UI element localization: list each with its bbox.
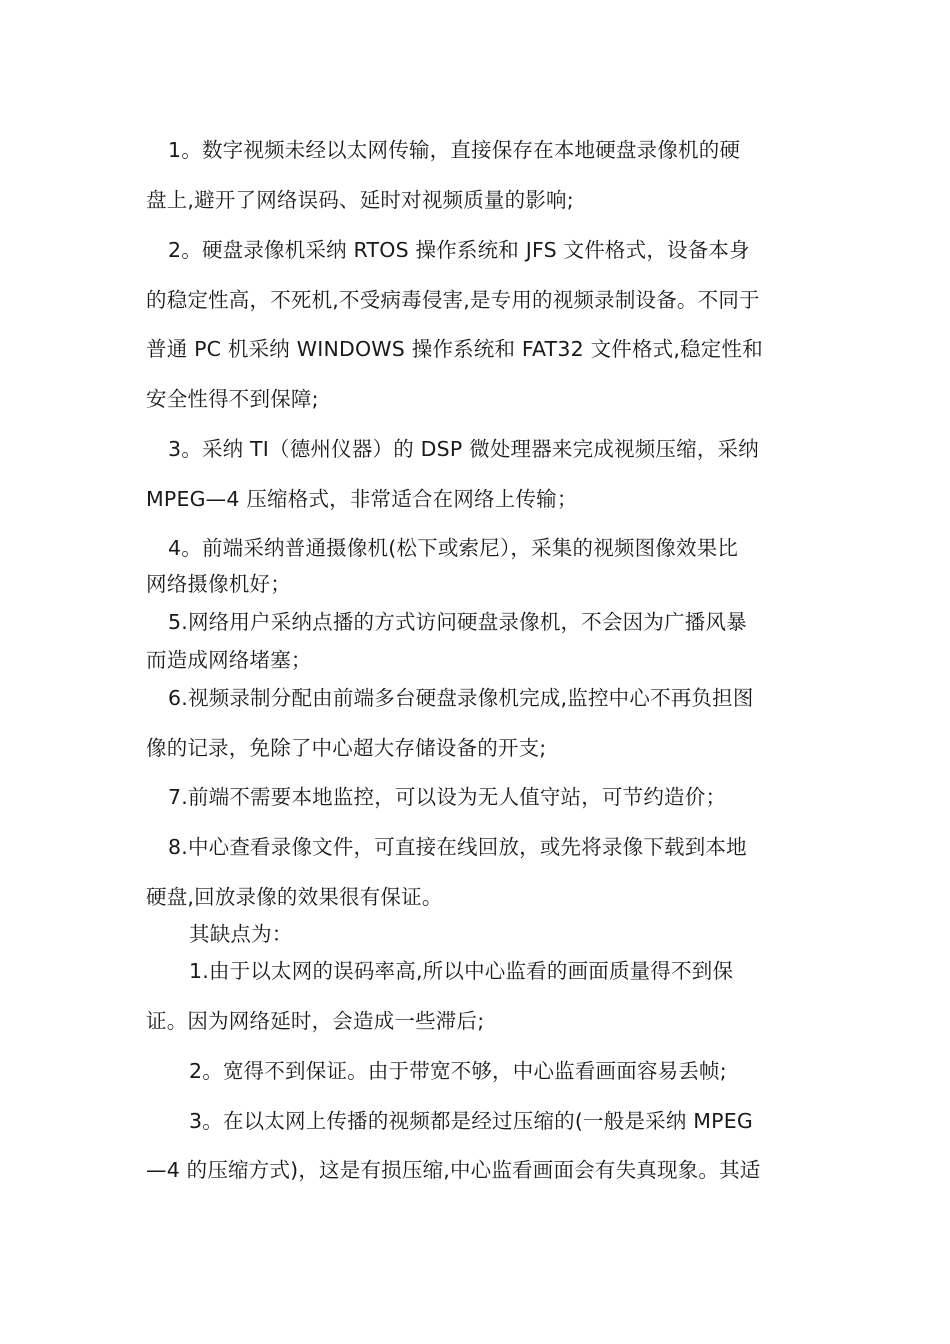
text-line: 证。因为网络延时，会造成一些滞后; xyxy=(146,1009,485,1033)
text-line: 而造成网络堵塞； xyxy=(146,648,312,672)
text-line: 7.前端不需要本地监控，可以设为无人值守站，可节约造价； xyxy=(168,785,727,809)
text-line: MPEG—4 压缩格式，非常适合在网络上传输； xyxy=(146,487,578,511)
text-line: 1.由于以太网的误码率高,所以中心监看的画面质量得不到保 xyxy=(189,959,734,983)
text-line: 8.中心查看录像文件，可直接在线回放，或先将录像下载到本地 xyxy=(168,835,747,859)
text-line: 1。数字视频未经以太网传输，直接保存在本地硬盘录像机的硬 xyxy=(168,138,741,162)
text-line: 2。宽得不到保证。由于带宽不够，中心监看画面容易丢帧; xyxy=(189,1059,727,1083)
text-line: 普通 PC 机采纳 WINDOWS 操作系统和 FAT32 文件格式,稳定性和 xyxy=(146,337,763,361)
text-line: 4。前端采纳普通摄像机(松下或索尼），采集的视频图像效果比 xyxy=(168,536,739,560)
section-heading: 其缺点为： xyxy=(189,922,293,946)
text-line: 2。硬盘录像机采纳 RTOS 操作系统和 JFS 文件格式，设备本身 xyxy=(168,238,750,262)
text-line: 网络摄像机好； xyxy=(146,572,291,596)
text-line: 盘上,避开了网络误码、延时对视频质量的影响; xyxy=(146,188,574,212)
text-line: 5.网络用户采纳点播的方式访问硬盘录像机，不会因为广播风暴 xyxy=(168,610,747,634)
text-line: 硬盘,回放录像的效果很有保证。 xyxy=(146,885,443,909)
text-line: 像的记录，免除了中心超大存储设备的开支; xyxy=(146,736,547,760)
text-line: 6.视频录制分配由前端多台硬盘录像机完成,监控中心不再负担图 xyxy=(168,686,754,710)
text-line: 的稳定性高，不死机,不受病毒侵害,是专用的视频录制设备。不同于 xyxy=(146,288,760,312)
text-line: 3。在以太网上传播的视频都是经过压缩的(一般是采纳 MPEG xyxy=(189,1109,753,1133)
text-line: 安全性得不到保障; xyxy=(146,387,319,411)
text-line: —4 的压缩方式)，这是有损压缩,中心监看画面会有失真现象。其适 xyxy=(146,1158,761,1182)
text-line: 3。采纳 TI（德州仪器）的 DSP 微处理器来完成视频压缩，采纳 xyxy=(168,437,759,461)
